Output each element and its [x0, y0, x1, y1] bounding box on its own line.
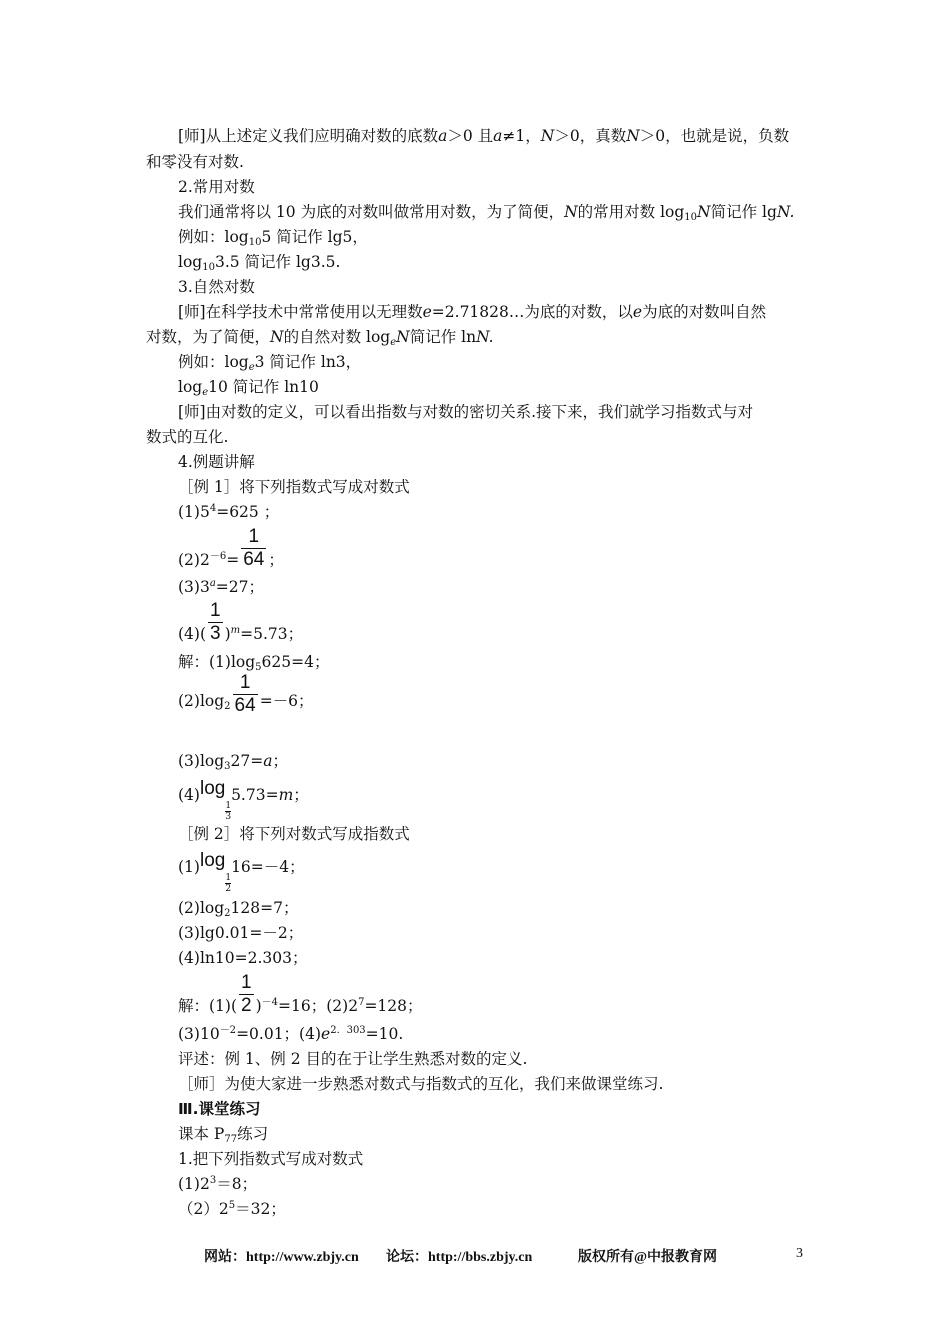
text-line: 课本 $P_{77}$练习 [178, 1125, 269, 1145]
footer-forum: 论坛：http://bbs.zbjy.cn [386, 1250, 533, 1265]
fraction: $\frac{1}{64}$ [243, 526, 265, 570]
text-line: $\log_e10$ 简记作 ln10 [178, 378, 319, 398]
text-line: 评述：例 1、例 2 目的在于让学生熟悉对数的定义. [178, 1050, 528, 1068]
footer-website: 网站：http://www.zbjy.cn [204, 1250, 359, 1265]
text-line: [师]由对数的定义，可以看出指数与对数的密切关系.接下来，我们就学习指数式与对 [178, 403, 754, 421]
section-heading: Ⅲ.课堂练习 [178, 1100, 261, 1118]
section-heading: 4.例题讲解 [178, 453, 255, 471]
text-line: ［师］为使大家进一步熟悉对数式与指数式的互化，我们来做课堂练习. [178, 1075, 664, 1093]
page-number: 3 [796, 1246, 803, 1261]
text-line: 例如：$\log_{10}5$ 简记作 lg5， [178, 228, 368, 248]
text-line: 例如：$\log_e3$ 简记作 ln3， [178, 353, 362, 373]
math-line: $(1)2^3=8$； [178, 1175, 258, 1193]
text-line: 数式的互化. [146, 428, 229, 446]
text-line: 1.把下列指数式写成对数式 [178, 1150, 364, 1168]
math-line: (4)log $\frac{1}{3}$ 5.73=m； [178, 778, 309, 822]
example-heading: ［例 1］将下列指数式写成对数式 [178, 478, 410, 496]
math-line: $(2)2^5=32$； [178, 1200, 286, 1218]
fraction-subscript: $\frac{1}{3}$ [225, 801, 232, 822]
text-line: $\log_{10}3.5$ 简记作 lg3.5. [178, 253, 341, 273]
fraction-subscript: $\frac{1}{2}$ [225, 873, 232, 894]
fraction: $\frac{1}{64}$ [234, 672, 256, 716]
text-line: 和零没有对数. [146, 153, 244, 171]
math-line: (4)ln10=2.303； [178, 949, 308, 967]
text-line: 对数，为了简便，N的自然对数 $\log_eN$简记作 lnN. [146, 328, 494, 348]
math-line: 解：$(1)\log_5625=4$； [178, 653, 330, 673]
footer-copyright: 版权所有@中报教育网 [578, 1250, 718, 1265]
math-line: $(2)\log_2128=7$； [178, 899, 299, 919]
math-line: 解：(1)( $\frac{1}{2}$ )$^{-4}$=16；$(2)2^7=128$； [178, 972, 423, 1016]
math-line: $(1)5^4=625$ ； [178, 503, 280, 521]
text-line: 我们通常将以 10 为底的对数叫做常用对数，为了简便，N的常用对数 $\log_{10}N$简记作 lgN. [178, 203, 795, 223]
math-line: (3)lg0.01=－2； [178, 924, 304, 942]
math-line: $(3)10^{-2}=0.01$；$(4)e^{2.303}=10$. [178, 1025, 404, 1043]
math-line: $(3)\log_327=a$； [178, 752, 289, 772]
fraction: $\frac{1}{2}$ [241, 972, 252, 1016]
math-line: $(3)3^a=27$； [178, 578, 265, 596]
math-line: $(2)\log_2$ $\frac{1}{64}$ =－6； [178, 672, 314, 716]
section-heading: 2.常用对数 [178, 178, 255, 196]
text-line: [师]从上述定义我们应明确对数的底数a＞0 且a≠1，N＞0，真数N＞0，也就是说，负数 [178, 127, 790, 145]
math-line: (4)( $\frac{1}{3}$ )$^m$=5.73； [178, 600, 304, 644]
example-heading: ［例 2］将下列对数式写成指数式 [178, 825, 410, 843]
fraction: $\frac{1}{3}$ [210, 600, 221, 644]
math-line: (1)log $\frac{1}{2}$ 16=－4； [178, 850, 305, 894]
text-line: [师]在科学技术中常常使用以无理数e=2.71828…为底的对数，以e为底的对数叫自然 [178, 303, 767, 321]
math-line: $(2)2^{-6}=$ $\frac{1}{64}$ ； [178, 526, 284, 570]
section-heading: 3.自然对数 [178, 278, 255, 296]
